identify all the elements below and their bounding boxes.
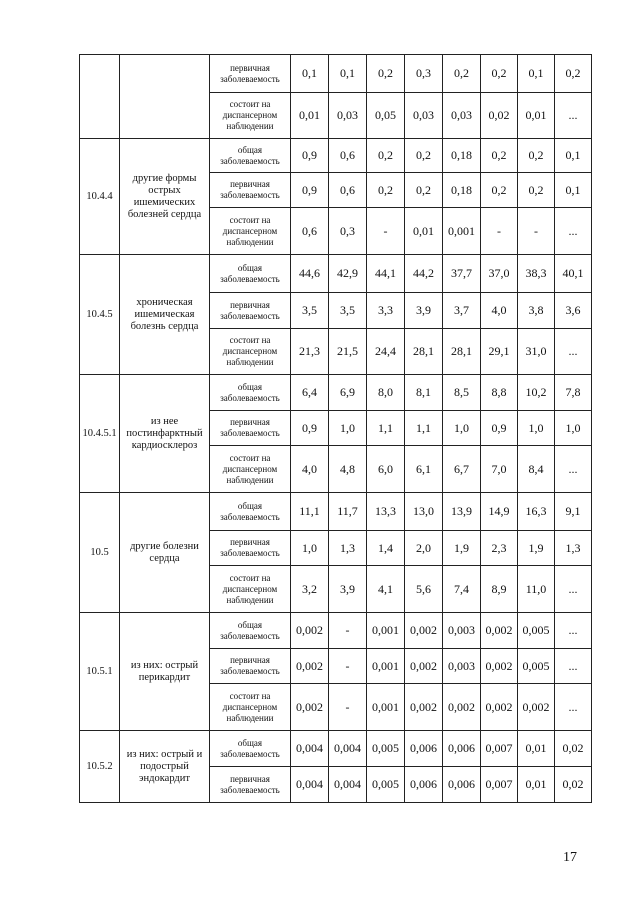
- value-cell: 0,001: [443, 208, 481, 255]
- value-cell: 0,02: [555, 731, 592, 767]
- value-cell: 0,003: [443, 649, 481, 684]
- value-cell: 16,3: [518, 493, 555, 531]
- disease-name: хроническая ишемическая болезнь сердца: [120, 255, 210, 375]
- value-cell: 0,002: [481, 684, 518, 731]
- disease-name: из них: острый перикардит: [120, 613, 210, 731]
- value-cell: 3,6: [555, 293, 592, 329]
- value-cell: 0,9: [481, 411, 518, 446]
- value-cell: 2,3: [481, 531, 518, 566]
- table-row: [80, 139, 592, 173]
- value-cell: 0,2: [555, 55, 592, 93]
- value-cell: 0,01: [405, 208, 443, 255]
- value-cell: 24,4: [367, 329, 405, 375]
- indicator-label: состоит на диспансерном наблюдении: [210, 446, 291, 493]
- value-cell: 0,002: [481, 649, 518, 684]
- value-cell: 0,006: [405, 767, 443, 803]
- indicator-label: первичная заболеваемость: [210, 767, 291, 803]
- value-cell: 3,8: [518, 293, 555, 329]
- value-cell: 3,5: [291, 293, 329, 329]
- value-cell: 1,3: [329, 531, 367, 566]
- value-cell: 1,4: [367, 531, 405, 566]
- value-cell: -: [329, 613, 367, 649]
- indicator-label: первичная заболеваемость: [210, 173, 291, 208]
- value-cell: 4,8: [329, 446, 367, 493]
- value-cell: 0,004: [329, 767, 367, 803]
- value-cell: 0,03: [443, 93, 481, 139]
- value-cell: 3,9: [405, 293, 443, 329]
- value-cell: 2,0: [405, 531, 443, 566]
- value-cell: 4,1: [367, 566, 405, 613]
- table-row: [80, 613, 592, 649]
- value-cell: 0,03: [329, 93, 367, 139]
- value-cell: 42,9: [329, 255, 367, 293]
- indicator-label: общая заболеваемость: [210, 493, 291, 531]
- value-cell: 0,006: [443, 767, 481, 803]
- value-cell: 13,9: [443, 493, 481, 531]
- value-cell: -: [518, 208, 555, 255]
- value-cell: ...: [555, 329, 592, 375]
- value-cell: ...: [555, 613, 592, 649]
- page-number: 17: [563, 850, 577, 865]
- value-cell: 0,1: [291, 55, 329, 93]
- value-cell: 0,002: [291, 613, 329, 649]
- value-cell: 6,4: [291, 375, 329, 411]
- value-cell: 0,007: [481, 731, 518, 767]
- value-cell: 0,1: [555, 139, 592, 173]
- value-cell: 0,002: [481, 613, 518, 649]
- value-cell: 0,9: [291, 173, 329, 208]
- value-cell: 0,005: [367, 767, 405, 803]
- value-cell: 0,1: [555, 173, 592, 208]
- value-cell: 44,6: [291, 255, 329, 293]
- value-cell: 1,1: [405, 411, 443, 446]
- row-code: 10.5: [80, 493, 120, 613]
- value-cell: 0,6: [329, 139, 367, 173]
- value-cell: 1,9: [518, 531, 555, 566]
- value-cell: 0,002: [405, 613, 443, 649]
- value-cell: 0,2: [367, 55, 405, 93]
- indicator-label: первичная заболеваемость: [210, 411, 291, 446]
- value-cell: 0,2: [481, 173, 518, 208]
- row-code: 10.5.2: [80, 731, 120, 803]
- indicator-label: общая заболеваемость: [210, 731, 291, 767]
- indicator-label: первичная заболеваемость: [210, 293, 291, 329]
- value-cell: 0,9: [291, 139, 329, 173]
- indicator-label: состоит на диспансерном наблюдении: [210, 566, 291, 613]
- value-cell: 7,0: [481, 446, 518, 493]
- value-cell: 14,9: [481, 493, 518, 531]
- value-cell: 0,1: [518, 55, 555, 93]
- table-row: [80, 375, 592, 411]
- indicator-label: состоит на диспансерном наблюдении: [210, 93, 291, 139]
- value-cell: 1,0: [555, 411, 592, 446]
- value-cell: 0,2: [405, 139, 443, 173]
- value-cell: 0,002: [291, 649, 329, 684]
- value-cell: 8,1: [405, 375, 443, 411]
- value-cell: 1,9: [443, 531, 481, 566]
- value-cell: 6,7: [443, 446, 481, 493]
- table-row: [80, 493, 592, 531]
- table-row: [80, 731, 592, 767]
- value-cell: 0,05: [367, 93, 405, 139]
- value-cell: 0,001: [367, 649, 405, 684]
- value-cell: ...: [555, 566, 592, 613]
- value-cell: 29,1: [481, 329, 518, 375]
- value-cell: ...: [555, 649, 592, 684]
- value-cell: 11,7: [329, 493, 367, 531]
- row-code: 10.5.1: [80, 613, 120, 731]
- value-cell: 0,2: [443, 55, 481, 93]
- value-cell: 37,7: [443, 255, 481, 293]
- value-cell: 31,0: [518, 329, 555, 375]
- value-cell: 38,3: [518, 255, 555, 293]
- value-cell: -: [329, 684, 367, 731]
- indicator-label: состоит на диспансерном наблюдении: [210, 329, 291, 375]
- value-cell: 13,3: [367, 493, 405, 531]
- value-cell: 0,006: [443, 731, 481, 767]
- value-cell: 0,3: [329, 208, 367, 255]
- value-cell: 40,1: [555, 255, 592, 293]
- value-cell: 10,2: [518, 375, 555, 411]
- value-cell: 3,7: [443, 293, 481, 329]
- value-cell: 0,1: [329, 55, 367, 93]
- indicator-label: общая заболеваемость: [210, 139, 291, 173]
- disease-name: из них: острый и подострый эндокардит: [120, 731, 210, 803]
- value-cell: 13,0: [405, 493, 443, 531]
- value-cell: 0,02: [481, 93, 518, 139]
- value-cell: 1,0: [291, 531, 329, 566]
- value-cell: 0,18: [443, 139, 481, 173]
- value-cell: 6,9: [329, 375, 367, 411]
- value-cell: 0,2: [481, 55, 518, 93]
- disease-name: [120, 55, 210, 139]
- value-cell: 3,5: [329, 293, 367, 329]
- value-cell: 0,01: [518, 93, 555, 139]
- disease-name: другие формы острых ишемических болезней сердца: [120, 139, 210, 255]
- value-cell: 0,2: [367, 139, 405, 173]
- row-code: 10.4.5: [80, 255, 120, 375]
- disease-name: из нее постинфарктный кардиосклероз: [120, 375, 210, 493]
- row-code: 10.4.5.1: [80, 375, 120, 493]
- value-cell: 0,01: [518, 731, 555, 767]
- value-cell: 28,1: [405, 329, 443, 375]
- indicator-label: первичная заболеваемость: [210, 649, 291, 684]
- value-cell: 7,8: [555, 375, 592, 411]
- table-row: [80, 255, 592, 293]
- value-cell: 0,004: [329, 731, 367, 767]
- value-cell: ...: [555, 446, 592, 493]
- value-cell: 3,9: [329, 566, 367, 613]
- value-cell: 3,3: [367, 293, 405, 329]
- value-cell: 0,002: [405, 649, 443, 684]
- value-cell: 0,2: [481, 139, 518, 173]
- value-cell: 0,2: [518, 173, 555, 208]
- value-cell: 0,02: [555, 767, 592, 803]
- indicator-label: первичная заболеваемость: [210, 55, 291, 93]
- value-cell: 0,002: [518, 684, 555, 731]
- value-cell: 1,3: [555, 531, 592, 566]
- value-cell: 0,9: [291, 411, 329, 446]
- value-cell: 9,1: [555, 493, 592, 531]
- value-cell: 0,006: [405, 731, 443, 767]
- indicator-label: общая заболеваемость: [210, 255, 291, 293]
- value-cell: 0,6: [291, 208, 329, 255]
- value-cell: 1,0: [443, 411, 481, 446]
- value-cell: -: [367, 208, 405, 255]
- value-cell: 4,0: [291, 446, 329, 493]
- value-cell: 44,2: [405, 255, 443, 293]
- row-code: 10.4.4: [80, 139, 120, 255]
- value-cell: 0,01: [291, 93, 329, 139]
- value-cell: 0,001: [367, 613, 405, 649]
- value-cell: 0,003: [443, 613, 481, 649]
- value-cell: 11,0: [518, 566, 555, 613]
- indicator-label: состоит на диспансерном наблюдении: [210, 684, 291, 731]
- value-cell: 6,0: [367, 446, 405, 493]
- value-cell: 7,4: [443, 566, 481, 613]
- value-cell: ...: [555, 684, 592, 731]
- indicator-label: общая заболеваемость: [210, 375, 291, 411]
- value-cell: 0,002: [405, 684, 443, 731]
- value-cell: 3,2: [291, 566, 329, 613]
- value-cell: 8,8: [481, 375, 518, 411]
- disease-name: другие болезни сердца: [120, 493, 210, 613]
- table-body: [80, 55, 592, 803]
- value-cell: 8,4: [518, 446, 555, 493]
- value-cell: 0,002: [291, 684, 329, 731]
- value-cell: 0,001: [367, 684, 405, 731]
- value-cell: 0,01: [518, 767, 555, 803]
- value-cell: 8,0: [367, 375, 405, 411]
- value-cell: -: [329, 649, 367, 684]
- value-cell: 11,1: [291, 493, 329, 531]
- value-cell: 0,3: [405, 55, 443, 93]
- table-row: [80, 55, 592, 93]
- value-cell: ...: [555, 208, 592, 255]
- value-cell: 37,0: [481, 255, 518, 293]
- value-cell: ...: [555, 93, 592, 139]
- value-cell: 0,004: [291, 731, 329, 767]
- value-cell: 0,6: [329, 173, 367, 208]
- value-cell: 6,1: [405, 446, 443, 493]
- value-cell: 21,3: [291, 329, 329, 375]
- value-cell: 0,005: [367, 731, 405, 767]
- value-cell: 0,03: [405, 93, 443, 139]
- value-cell: 0,002: [443, 684, 481, 731]
- value-cell: 8,5: [443, 375, 481, 411]
- value-cell: 0,005: [518, 649, 555, 684]
- row-code: [80, 55, 120, 139]
- indicator-label: первичная заболеваемость: [210, 531, 291, 566]
- value-cell: 0,18: [443, 173, 481, 208]
- value-cell: 44,1: [367, 255, 405, 293]
- value-cell: 0,2: [367, 173, 405, 208]
- value-cell: -: [481, 208, 518, 255]
- indicator-label: состоит на диспансерном наблюдении: [210, 208, 291, 255]
- value-cell: 0,004: [291, 767, 329, 803]
- value-cell: 0,2: [518, 139, 555, 173]
- value-cell: 0,005: [518, 613, 555, 649]
- value-cell: 21,5: [329, 329, 367, 375]
- value-cell: 5,6: [405, 566, 443, 613]
- value-cell: 1,0: [518, 411, 555, 446]
- value-cell: 0,2: [405, 173, 443, 208]
- value-cell: 4,0: [481, 293, 518, 329]
- value-cell: 28,1: [443, 329, 481, 375]
- morbidity-table: [79, 54, 592, 803]
- value-cell: 1,1: [367, 411, 405, 446]
- value-cell: 0,007: [481, 767, 518, 803]
- value-cell: 8,9: [481, 566, 518, 613]
- value-cell: 1,0: [329, 411, 367, 446]
- indicator-label: общая заболеваемость: [210, 613, 291, 649]
